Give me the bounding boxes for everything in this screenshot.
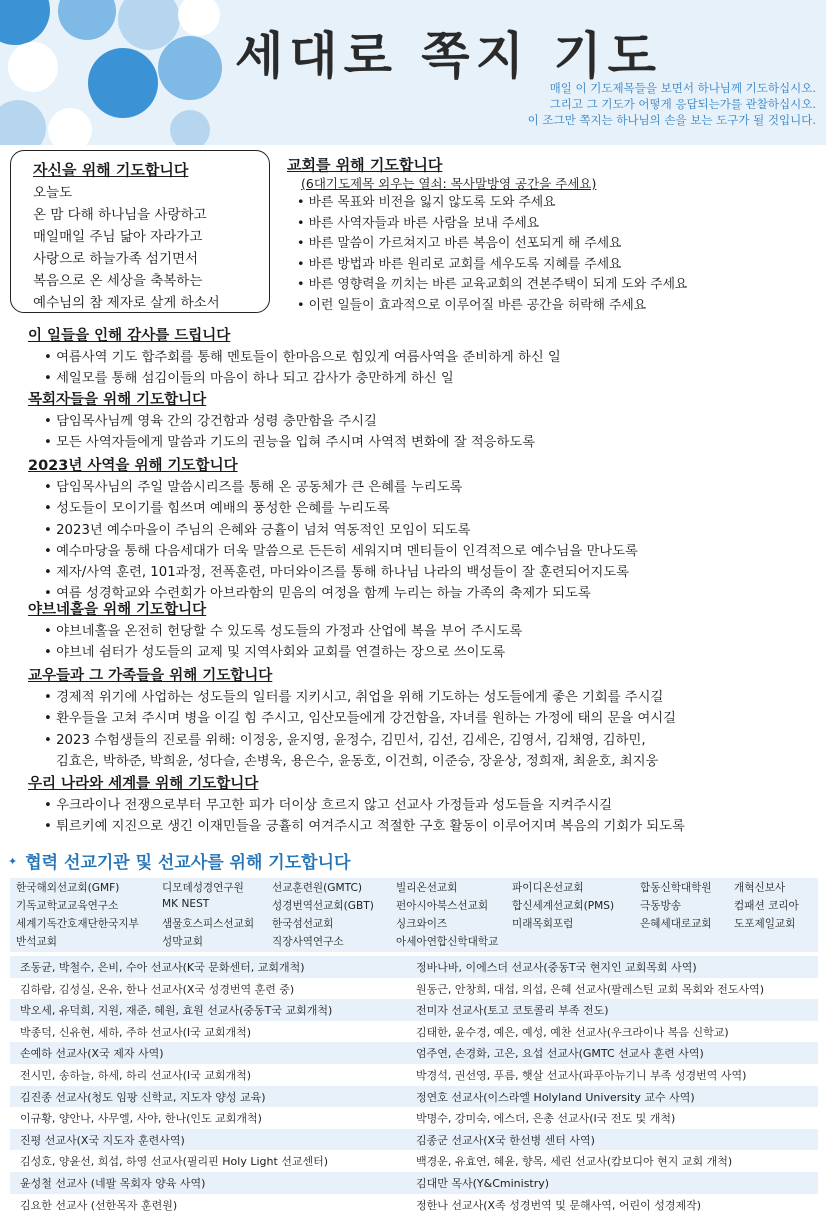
organization: 성경번역선교회(GBT) <box>272 900 374 912</box>
self-line: 온 맘 다해 하나님을 사랑하고 <box>33 207 207 223</box>
decorative-circle <box>58 0 116 40</box>
subtitle-line: 매일 이 기도제목들을 보면서 하나님께 기도하십시오. <box>549 81 816 95</box>
missionary-entry: 정바나바, 이에스더 선교사(중동T국 현지인 교회목회 사역) <box>416 961 697 974</box>
organization: 성막교회 <box>162 936 203 948</box>
missionary-entry: 원동근, 안창희, 대섭, 의섭, 은혜 선교사(팔레스틴 교회 목회와 전도사역) <box>416 982 765 996</box>
missionary-entry: 정연호 선교사(이스라엘 Holyland University 교수 사역) <box>416 1090 695 1104</box>
self-line: 매일매일 주님 닮아 자라가고 <box>33 229 203 245</box>
decorative-circle <box>0 100 46 145</box>
missionary-entry: 김태한, 윤수경, 예은, 예성, 예찬 선교사(우크라이나 복음 신학교) <box>416 1025 729 1039</box>
missionary-entry: 박명수, 강미숙, 에스더, 은총 선교사(I국 전도 및 개척) <box>416 1112 676 1126</box>
decorative-circle <box>8 42 58 92</box>
missionary-entry: 전미자 선교사(토고 코토콜리 부족 전도) <box>416 1004 609 1018</box>
mission-heading-text: 협력 선교기관 및 선교사를 위해 기도합니다 <box>25 853 351 873</box>
page-title: 세대로 쪽지 기도 <box>235 27 662 85</box>
organization: 은혜세대로교회 <box>640 918 712 930</box>
organization: 한국해외선교회(GMF) <box>16 882 120 894</box>
subtitle-line: 이 조그만 쪽지는 하나님의 손을 보는 도구가 될 것입니다. <box>527 113 816 127</box>
decorative-circle <box>48 108 92 145</box>
missionary-row <box>10 1194 818 1216</box>
organization: 극동방송 <box>640 900 681 912</box>
missionary-entry: 엄주연, 손경화, 고은, 요섭 선교사(GMTC 선교사 훈련 사역) <box>416 1047 704 1061</box>
decorative-circle <box>170 110 210 145</box>
decorative-circle <box>88 48 158 118</box>
section-item: • 환우들을 고쳐 주시며 병을 이길 힘 주시고, 임산모들에게 강건함을, 자녀를 원하는 가정에 태의 문을 여시길 <box>44 711 677 727</box>
self-prayer-box <box>10 150 270 313</box>
ministry-2023-section <box>28 456 818 605</box>
section-heading: 교우들과 그 가족들을 위해 기도합니다 <box>28 668 273 684</box>
missionary-entry: 김요한 선교사 (선한목자 훈련원) <box>20 1198 178 1212</box>
organization: 세계기독간호재단한국지부 <box>16 918 139 930</box>
missionary-entry: 김종군 선교사(X국 한선병 센터 사역) <box>416 1133 595 1147</box>
organization: 파이디온선교회 <box>512 882 584 894</box>
section-item: • 튀르키예 지진으로 생긴 이재민들을 긍휼히 여겨주시고 적절한 구호 활동이 이루어지며 복음의 기회가 되도록 <box>44 819 685 835</box>
self-line: 예수님의 참 제자로 살게 하소서 <box>33 295 220 311</box>
section-heading: 2023년 사역을 위해 기도합니다 <box>28 458 238 474</box>
missionary-row <box>10 1107 818 1129</box>
church-item: • 바른 목표와 비전을 잃지 않도록 도와 주세요 <box>297 195 556 210</box>
organization: 직장사역연구소 <box>272 936 344 948</box>
section-item: • 야브네홀을 온전히 헌당할 수 있도록 성도들의 가정과 산업에 복을 부어 주시도록 <box>44 624 523 639</box>
church-item: • 바른 말씀이 가르쳐지고 바른 복음이 선포되게 해 주세요 <box>297 236 622 251</box>
section-item: • 예수마당을 통해 다음세대가 더욱 말씀으로 든든히 세워지며 멘티들이 인격적으로 예수님을 만나도록 <box>44 543 638 559</box>
organization: 합동신학대학원 <box>640 882 712 894</box>
church-item: • 바른 사역자들과 바른 사람을 보내 주세요 <box>297 215 540 231</box>
header-banner <box>0 0 826 145</box>
missionary-entry: 박종덕, 신유현, 세하, 주하 선교사(I국 교회개척) <box>20 1025 252 1039</box>
church-heading: 교회를 위해 기도합니다 <box>287 156 443 174</box>
church-prayer-section <box>287 155 817 316</box>
missionary-row <box>10 1064 818 1086</box>
missionary-entry: 김진종 선교사(청도 임팡 신학교, 지도자 양성 교육) <box>20 1090 266 1104</box>
section-item: • 2023 수험생들의 진로를 위해: 이정웅, 윤지영, 윤정수, 김민서, 김선, 김세은, 김영서, 김채영, 김하민, <box>44 732 646 748</box>
self-line: 복음으로 온 세상을 축복하는 <box>33 273 203 289</box>
self-heading: 자신을 위해 기도합니다 <box>33 161 189 179</box>
organization: 펀아시아북스선교회 <box>396 900 489 912</box>
organization: 아세아연합신학대학교 <box>396 936 499 948</box>
missionary-entry: 전시민, 송하늘, 하세, 하리 선교사(I국 교회개척) <box>20 1068 252 1082</box>
section-item: • 모든 사역자들에게 말씀과 기도의 권능을 입혀 주시며 사역적 변화에 잘 적응하도록 <box>44 435 536 451</box>
missionary-row <box>10 978 818 1000</box>
missionary-row <box>10 1021 818 1043</box>
missionary-row <box>10 1042 818 1064</box>
section-item: • 야브네 쉼터가 성도들의 교제 및 지역사회와 교회를 연결하는 장으로 쓰이도록 <box>44 645 506 661</box>
section-heading: 이 일들을 인해 감사를 드립니다 <box>28 328 231 344</box>
nation-world-section <box>28 774 818 838</box>
missionary-entry: 정한나 선교사(X족 성경번역 및 문해사역, 어린이 성경제작) <box>416 1198 701 1212</box>
subtitle-line: 그리고 그 기도가 어떻게 응답되는가를 관찰하십시오. <box>549 97 816 111</box>
church-note: (6대기도제목 외우는 열쇠: 목사말방영 공간을 주세요) <box>301 176 597 191</box>
decorative-circle <box>158 36 222 100</box>
church-item: • 이런 일들이 효과적으로 이루어질 바른 공간을 허락해 주세요 <box>297 297 647 313</box>
section-item: • 우크라이나 전쟁으로부터 무고한 피가 더이상 흐르지 않고 선교사 가정들과 성도들을 지켜주시길 <box>44 798 613 813</box>
section-item: • 담임목사님의 주일 말씀시리즈를 통해 온 공동체가 큰 은혜를 누리도록 <box>44 480 463 495</box>
organization: 도포제일교회 <box>734 918 796 930</box>
missionary-entry: 김하람, 김성실, 온유, 한나 선교사(X국 성경번역 훈련 중) <box>20 982 295 996</box>
missionary-entry: 손예하 선교사(X국 제자 사역) <box>20 1047 164 1061</box>
section-item: • 성도들이 모이기를 힘쓰며 예배의 풍성한 은혜를 누리도록 <box>44 501 390 517</box>
organization: 한국섬선교회 <box>272 918 334 930</box>
missionary-row <box>10 1150 818 1172</box>
missionary-entry: 박오세, 유덕희, 지원, 재준, 혜원, 효원 선교사(중동T국 교회개척) <box>20 1004 333 1018</box>
organization: 샘물호스피스선교회 <box>162 918 255 930</box>
missionary-row <box>10 1172 818 1194</box>
self-line: 사랑으로 하늘가족 섬기면서 <box>33 251 199 267</box>
organization: 컴패션 코리아 <box>734 900 799 912</box>
decorative-circle <box>178 0 220 36</box>
section-heading: 목회자들을 위해 기도합니다 <box>28 392 207 408</box>
organization: 빌리온선교회 <box>396 882 458 894</box>
section-item: • 경제적 위기에 사업하는 성도들의 일터를 지키시고, 취업을 위해 기도하는 성도들에게 좋은 기회를 주시길 <box>44 690 664 705</box>
missionary-row <box>10 1086 818 1108</box>
missionary-row <box>10 1129 818 1151</box>
page-subtitle <box>356 80 816 128</box>
missionary-entry: 진평 선교사(X국 지도자 훈련사역) <box>20 1133 185 1147</box>
organization: 기독교학교교육연구소 <box>16 900 119 912</box>
thanks-section <box>28 326 818 390</box>
organization: 선교훈련원(GMTC) <box>272 882 363 894</box>
yavne-hall-section <box>28 600 818 664</box>
section-item: 김효은, 박하준, 박희윤, 성다슬, 손병욱, 용은수, 윤동호, 이건희, 이준승, 장윤상, 정희재, 최윤호, 최지웅 <box>56 753 659 769</box>
section-item: • 여름 성경학교와 수련회가 아브라함의 믿음의 여정을 함께 누리는 하늘 가족의 축제가 되도록 <box>44 586 591 602</box>
missionary-entry: 백경운, 유효연, 혜윤, 향목, 세린 선교사(캄보디아 현지 교회 개척) <box>416 1155 733 1169</box>
missionary-row <box>10 956 818 978</box>
organization: MK NEST <box>162 898 210 910</box>
church-item: • 바른 영향력을 끼치는 바른 교육교회의 견본주택이 되게 도와 주세요 <box>297 277 688 292</box>
missionary-entry: 윤성철 선교사 (네팔 목회자 양육 사역) <box>20 1176 206 1190</box>
missionary-list <box>10 956 818 1215</box>
organization-list <box>10 878 818 952</box>
section-item: • 제자/사역 훈련, 101과정, 전폭훈련, 마더와이즈를 통해 하나님 나라의 백성들이 잘 훈련되어지도록 <box>44 565 629 581</box>
section-heading: 우리 나라와 세계를 위해 기도합니다 <box>28 776 259 792</box>
section-heading: 야브네홀을 위해 기도합니다 <box>28 602 207 618</box>
pastors-section <box>28 390 818 454</box>
organization: 디모데성경연구원 <box>162 882 244 894</box>
organization: 싱크와이즈 <box>396 918 448 930</box>
missionary-entry: 박경석, 권선영, 푸름, 햇살 선교사(파푸아뉴기니 부족 성경번역 사역) <box>416 1068 747 1082</box>
section-item: • 담임목사님께 영육 간의 강건함과 성령 충만함을 주시길 <box>44 414 377 429</box>
section-item: • 2023년 예수마을이 주님의 은혜와 긍휼이 넘쳐 역동적인 모임이 되도록 <box>44 522 471 538</box>
church-item: • 바른 방법과 바른 원리로 교회를 세우도록 지혜를 주세요 <box>297 256 622 272</box>
members-section <box>28 666 818 772</box>
organization: 반석교회 <box>16 936 57 948</box>
missionary-entry: 김대만 목사(Y&Cministry) <box>416 1176 550 1190</box>
decorative-circle <box>0 0 50 45</box>
mission-heading <box>8 848 350 873</box>
section-item: • 세일모를 통해 섬김이들의 마음이 하나 되고 감사가 충만하게 하신 일 <box>44 371 454 387</box>
self-line: 오늘도 <box>33 185 73 201</box>
missionary-entry: 조동균, 박철수, 은비, 수아 선교사(K국 문화센터, 교회개척) <box>20 961 305 974</box>
missionary-entry: 이규황, 양안나, 사무엘, 사야, 한나(인도 교회개척) <box>20 1112 262 1126</box>
section-item: • 여름사역 기도 합주회를 통해 멘토들이 한마음으로 힘있게 여름사역을 준비하게 하신 일 <box>44 350 561 365</box>
organization: 개혁신보사 <box>734 882 786 894</box>
star-icon: ✦ <box>8 855 18 868</box>
organization: 미래목회포럼 <box>512 918 574 930</box>
missionary-row <box>10 999 818 1021</box>
missionary-entry: 김성호, 양윤선, 희섭, 하영 선교사(필리핀 Holy Light 선교센터) <box>20 1155 329 1169</box>
organization: 합신세계선교회(PMS) <box>512 900 615 912</box>
